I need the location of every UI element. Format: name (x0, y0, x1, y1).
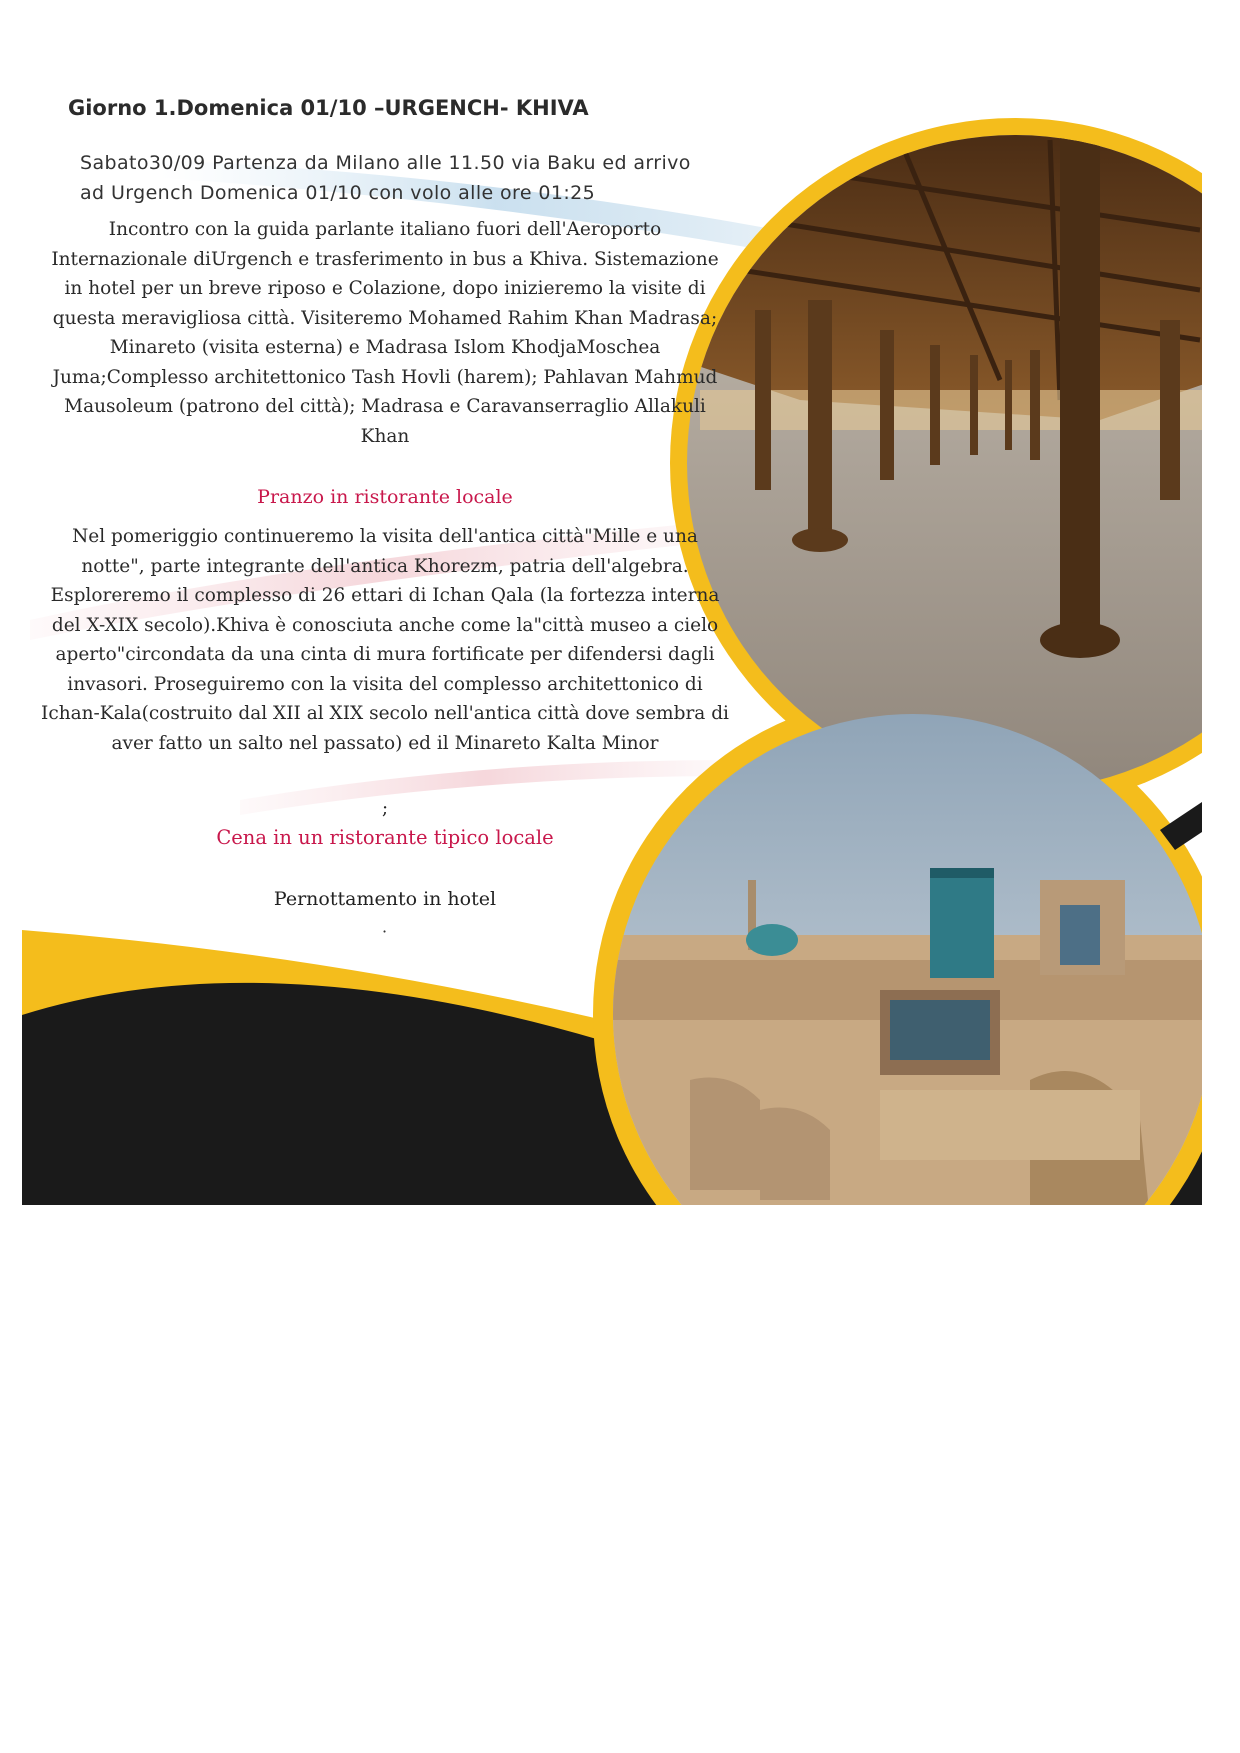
stray-dot: · (382, 922, 388, 941)
morning-itinerary-paragraph: Incontro con la guida parlante italiano fuori dell'Aeroporto Internazionale diUrgench e trasferimento in bus a Khiva. Sistemazione in hotel per un breve riposo e Colazione, dopo inizieremo la visite di questa meravigliosa città. Visiteremo Mohamed Rahim Khan Madrasa; Minareto (visita esterna) e Madrasa Islom KhodjaMoschea Juma;Complesso architettonico Tash Hovli (harem); Pahlavan Mahmud Mausoleum (patrono del città); Madrasa e Caravanserraglio Allakuli Khan (51, 219, 719, 447)
dinner-heading: Cena in un ristorante tipico locale (216, 826, 554, 849)
departure-info: Sabato30/09 Partenza da Milano alle 11.50 via Baku ed arrivo ad Urgench Domenica 01/10 con volo alle ore 01:25 (80, 152, 691, 204)
overnight-note: Pernottamento in hotel (273, 888, 497, 910)
day-title: Giorno 1.Domenica 01/10 –URGENCH- KHIVA (68, 96, 589, 120)
separator-mark: ; (381, 798, 389, 819)
wooden-columns-mosque-photo (680, 120, 1240, 810)
lunch-heading: Pranzo in ristorante locale (257, 486, 513, 508)
afternoon-itinerary-paragraph: Nel pomeriggio continueremo la visita dell'antica città"Mille e una notte", parte integrante dell'antica Khorezm, patria dell'algebra. Esploreremo il complesso di 26 ettari di Ichan Qala (la fortezza interna del X-XIX secolo).Khiva è conosciuta anche come la"città museo a cielo aperto"circondata da una cinta di mura fortificate per difendersi dagli invasori. Proseguiremo con la visita del complesso architettonico di Ichan-Kala(costruito dal XII al XIX secolo nell'antica città dove sembra di aver fatto un salto nel passato) ed il Minareto Kalta Minor (41, 526, 729, 754)
